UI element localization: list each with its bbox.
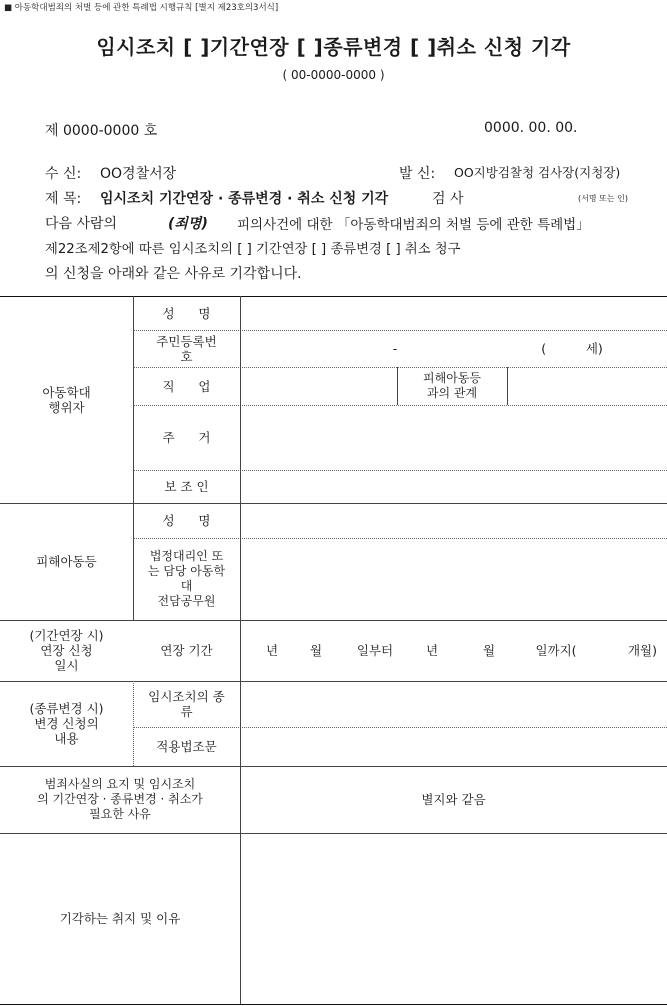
ext-year-1: 년 <box>265 643 279 658</box>
address-label: 주 거 <box>162 430 211 445</box>
ext-months: 개월) <box>627 643 658 658</box>
change-group-label: (종류변경 시) 변경 신청의 내용 <box>29 701 104 746</box>
extension-period-label: 연장 기간 <box>160 643 213 658</box>
victim-name-label: 성 명 <box>162 513 211 528</box>
relation-label: 피해아동등 과의 관계 <box>423 371 481 400</box>
prosecutor-label: 검 사 <box>432 191 464 207</box>
crime-facts-value: 별지와 같음 <box>421 792 486 807</box>
body-line1-a: 다음 사람의 <box>45 216 118 232</box>
sender-label: 발 신: <box>399 166 436 182</box>
victim-group-label: 피해아동등 <box>36 554 97 569</box>
signature-note: (서명 또는 인) <box>578 194 628 203</box>
assistant-label: 보 조 인 <box>164 479 209 494</box>
subject-value: 임시조치 기간연장 · 종류변경 · 취소 신청 기각 <box>100 191 389 207</box>
rejection-reason-label: 기각하는 취지 및 이유 <box>59 911 181 926</box>
body-crime-name: (죄명) <box>168 216 208 232</box>
sender-value: OO지방검찰청 검사장(지청장) <box>454 165 621 180</box>
rrn-dash: - <box>392 341 398 356</box>
statute-label: 적용법조문 <box>156 739 217 754</box>
ext-day-from: 일부터 <box>356 643 394 658</box>
age-field: ( 세) <box>541 341 603 356</box>
extension-group-label: (기간연장 시) 연장 신청 일시 <box>29 628 104 673</box>
recipient-value: OO경찰서장 <box>100 166 177 182</box>
document-serial: ( 00-0000-0000 ) <box>282 68 385 82</box>
body-line2: 제22조제2항에 따른 임시조치의 [ ] 기간연장 [ ] 종류변경 [ ] 취소 청구 <box>45 242 461 257</box>
recipient-label: 수 신: <box>45 166 82 182</box>
offender-name-label: 성 명 <box>162 305 211 321</box>
document-number: 제 0000-0000 호 <box>45 123 158 139</box>
occupation-label: 직 업 <box>162 378 211 394</box>
body-line3: 의 신청을 아래와 같은 사유로 기각합니다. <box>45 266 302 282</box>
ext-month-1: 월 <box>309 643 323 658</box>
request-table <box>0 296 667 1006</box>
ext-month-2: 월 <box>482 643 496 658</box>
subject-label: 제 목: <box>45 191 82 207</box>
guardian-label: 법정대리인 또 는 담당 아동학 대 전담공무원 <box>147 549 226 608</box>
ext-day-to: 일까지( <box>535 643 577 658</box>
offender-rrn-label: 주민등록번 호 <box>156 333 217 364</box>
crime-facts-label: 범죄사실의 요지 및 임시조치 의 기간연장 · 종류변경 · 취소가 필요한 사유 <box>37 777 203 821</box>
form-reference-note: ■ 아동학대범죄의 처벌 등에 관한 특례법 시행규칙 [별지 제23호의3서식] <box>4 3 279 13</box>
offender-group-label: 아동학대 행위자 <box>42 384 91 415</box>
body-line1-c: 피의사건에 대한 「아동학대범죄의 처벌 등에 관한 특례법」 <box>237 217 590 233</box>
form-title: 임시조치 [ ]기간연장 [ ]종류변경 [ ]취소 신청 기각 <box>96 35 571 59</box>
document-date: 0000. 00. 00. <box>484 120 578 136</box>
measure-type-label: 임시조치의 종 류 <box>148 689 225 719</box>
ext-year-2: 년 <box>425 643 439 658</box>
